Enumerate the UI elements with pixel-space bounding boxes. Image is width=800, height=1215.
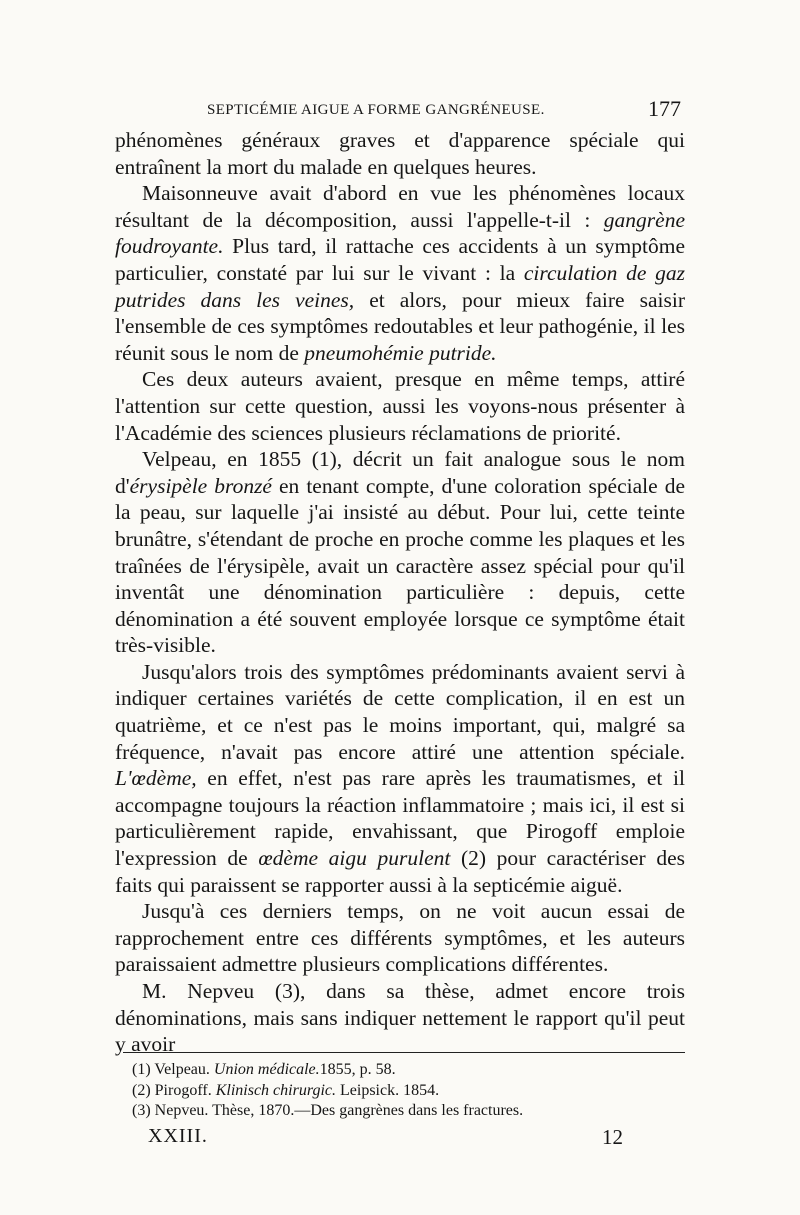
paragraph — [115, 180, 685, 366]
signature-mark: XXIII. — [148, 1125, 208, 1147]
text-run: phénomènes généraux graves et d'apparence spéciale qui entraînent la mort du malade en quelques heures. — [115, 128, 685, 179]
text-run: (2) pour caractériser des faits qui paraissent se rapporter aussi à la septicémie aiguë. — [115, 846, 685, 897]
footnote-divider — [123, 1052, 685, 1053]
text-run: (3) Nepveu. Thèse, 1870.—Des gangrènes dans les fractures. — [132, 1102, 524, 1119]
italic-text: pneumohémie putride. — [304, 340, 497, 365]
text-run: (1) Velpeau. — [132, 1061, 214, 1078]
text-run: M. Nepveu (3), dans sa thèse, admet encore trois dénominations, mais sans indiquer nettement le rapport qu'il peut y avoir — [115, 979, 685, 1057]
text-run: (2) Pirogoff. — [132, 1081, 216, 1099]
paragraph — [115, 978, 685, 1058]
paragraph — [115, 898, 685, 978]
text-run: et alors, pour mieux faire saisir l'ensemble de ces symptômes redoutables et leur pathogénie, il les réunit sous le nom de — [115, 287, 685, 365]
italic-text: Klinisch chirurgic. — [215, 1081, 336, 1099]
italic-text: œdème aigu purulent — [258, 846, 451, 871]
text-run: en effet, n'est pas rare après les traumatismes, et il accompagne toujours la réaction inflammatoire ; mais ici, il est si particulièrement rapide, envahissant, que Pirogoff emploie l'expression de — [115, 766, 685, 871]
sheet-number: 12 — [602, 1125, 623, 1149]
running-title: SEPTICÉMIE AIGUE A FORME GANGRÉNEUSE. — [207, 102, 545, 118]
italic-text: L'œdème, — [115, 766, 197, 791]
paragraph — [115, 366, 685, 446]
page-number: 177 — [648, 96, 681, 121]
text-run: Jusqu'alors trois des symptômes prédominants avaient servi à indiquer certaines variétés de cette complication, il en est un quatrième, et ce n'est pas le moins important, qui, malgré sa fréquence, n'avait pas encore attiré une attention spéciale. — [115, 659, 685, 764]
text-run: Maisonneuve avait d'abord en vue les phénomènes locaux résultant de la décomposition, aussi l'appelle-t-il : — [115, 181, 685, 232]
footnote — [132, 1081, 672, 1102]
text-run: 1855, p. 58. — [319, 1061, 396, 1078]
page-header — [115, 96, 685, 126]
paragraph — [115, 446, 685, 659]
main-text — [115, 127, 685, 1058]
footnote — [132, 1101, 672, 1122]
footnote — [132, 1060, 672, 1081]
text-run: Plus tard, il rattache ces accidents à un symptôme particulier, constaté par lui sur le vivant : la — [115, 234, 685, 285]
italic-text: circulation de gaz putrides dans les veines, — [115, 260, 686, 312]
italic-text: gangrène foudroyante. — [115, 207, 685, 259]
footnotes — [132, 1060, 672, 1122]
italic-text: Union médicale. — [213, 1061, 320, 1078]
text-run: Ces deux auteurs avaient, presque en même temps, attiré l'attention sur cette question, aussi les voyons-nous présenter à l'Académie des sciences plusieurs réclamations de priorité. — [115, 367, 685, 445]
italic-text: érysipèle bronzé — [129, 473, 272, 498]
text-run: Jusqu'à ces derniers temps, on ne voit aucun essai de rapprochement entre ces différents symptômes, et les auteurs paraissaient admettre plusieurs complications différentes. — [115, 899, 685, 977]
text-run: en tenant compte, d'une coloration spéciale de la peau, sur laquelle j'ai insisté au début. Pour lui, cette teinte brunâtre, s'étendant de proche en proche comme les plaques et les traînées de l'érysipèle, avait un caractère assez spécial pour qu'il inventât une dénomination particulière : depuis, cette dénomination a été souvent employée lorsque ce symptôme était très-visible. — [115, 473, 685, 658]
text-run: Velpeau, en 1855 (1), décrit un fait analogue sous le nom d' — [115, 447, 685, 498]
paragraph — [115, 127, 685, 180]
paragraph — [115, 659, 685, 898]
text-run: Leipsick. 1854. — [336, 1081, 440, 1099]
